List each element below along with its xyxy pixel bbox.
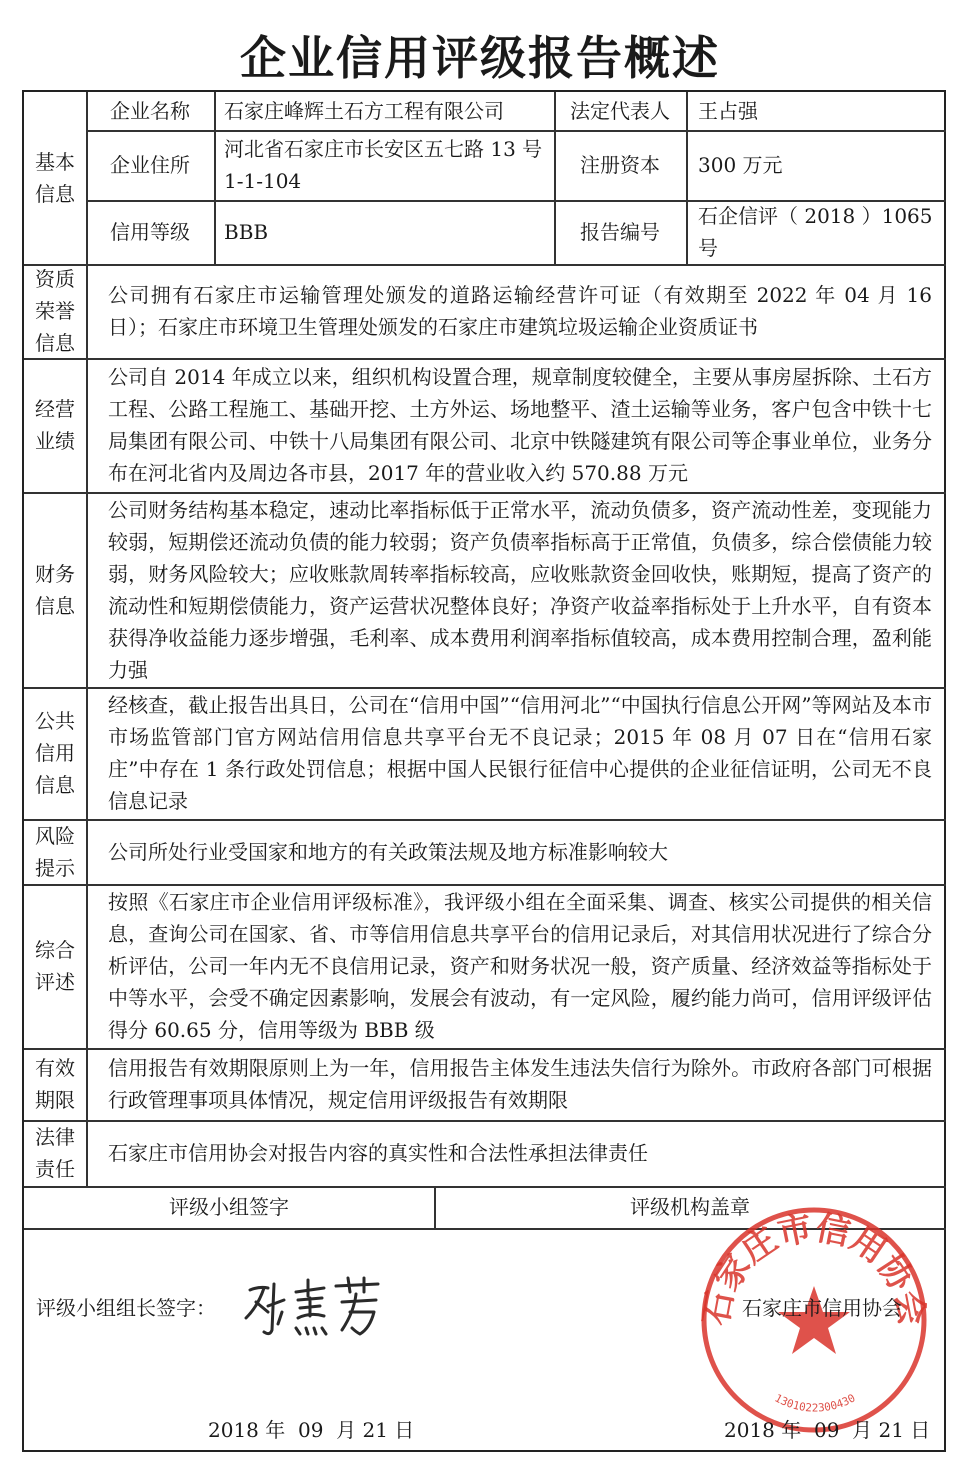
report-table bbox=[22, 90, 946, 1452]
left-date: 2018 年 09 月 21 日 bbox=[208, 1418, 415, 1442]
seal-name: 石家庄市信用协会 bbox=[695, 1208, 933, 1329]
company-name-value: 石家庄峰辉土石方工程有限公司 bbox=[224, 99, 504, 123]
page-title: 企业信用评级报告概述 bbox=[240, 31, 720, 85]
right-date: 2018 年 09 月 21 日 bbox=[724, 1418, 931, 1442]
section-label-summary: 综合 评述 bbox=[35, 938, 75, 994]
section-text-public-credit: 经核查，截止报告出具日，公司在“信用中国”“信用河北”“中国执行信息公开网”等网站及本市市场监管部门官方网站信用信息共享平台无不良记录；2015 年 08 月 07 日在“信用石家庄”中存在 1 条行政处罚信息；根据中国人民银行征信中心提供的企业征信证明，公司无不良信息记录 bbox=[108, 693, 932, 813]
address-label: 企业住所 bbox=[110, 153, 190, 177]
section-text-validity: 信用报告有效期限原则上为一年，信用报告主体发生违法失信行为除外。市政府各部门可根据行政管理事项具体情况，规定信用评级报告有效期限 bbox=[108, 1056, 932, 1112]
section-text-performance: 公司自 2014 年成立以来，组织机构设置合理，规章制度较健全，主要从事房屋拆除、土石方工程、公路工程施工、基础开挖、土方外运、场地整平、渣土运输等业务，客户包含中铁十七局集团有限公司、中铁十八局集团有限公司、北京中铁隧建筑有限公司等企事业单位，业务分布在河北省内及周边各市县，2017 年的营业收入约 570.88 万元 bbox=[108, 365, 932, 485]
section-text-risk: 公司所处行业受国家和地方的有关政策法规及地方标准影响较大 bbox=[108, 839, 668, 864]
section-label-public-credit: 公共 信用 信息 bbox=[35, 709, 75, 797]
section-text-summary: 按照《石家庄市企业信用评级标准》，我评级小组在全面采集、调查、核实公司提供的相关信息，查询公司在国家、省、市等信用信息共享平台的信用记录后，对其信用状况进行了综合分析评估，公司一年内无不良信用记录，资产和财务状况一般，资产质量、经济效益等指标处于中等水平，会受不确定因素影响，发展会有波动，有一定风险，履约能力尚可，信用评级评估得分 60.65 分，信用等级为 BBB 级 bbox=[108, 890, 932, 1042]
section-label-qualification: 资质 荣誉 信息 bbox=[35, 267, 75, 355]
section-label-basic: 基本 信息 bbox=[35, 150, 75, 206]
capital-label: 注册资本 bbox=[580, 153, 660, 177]
leader-signature bbox=[238, 1272, 398, 1352]
leader-sign-label: 评级小组组长签字： bbox=[36, 1296, 216, 1320]
company-name-label: 企业名称 bbox=[110, 99, 190, 123]
org-name: 石家庄市信用协会 bbox=[742, 1296, 902, 1320]
grade-value: BBB bbox=[224, 220, 269, 244]
section-label-validity: 有效 期限 bbox=[35, 1056, 75, 1112]
section-text-finance: 公司财务结构基本稳定，速动比率指标低于正常水平，流动负债多，资产流动性差，变现能力较弱，短期偿还流动负债的能力较弱；资产负债率指标高于正常值，负债多，综合偿债能力较弱，财务风险较大；应收账款周转率指标较高，应收账款资金回收快，账期短，提高了资产的流动性和短期偿债能力，资产运营状况整体良好；净资产收益率指标处于上升水平，自有资本获得净收益能力逐步增强，毛利率、成本费用利润率指标值较高，成本费用控制合理，盈利能力强 bbox=[108, 497, 932, 682]
capital-value: 300 万元 bbox=[698, 153, 783, 177]
report-no-label: 报告编号 bbox=[580, 220, 660, 244]
section-label-risk: 风险 提示 bbox=[35, 823, 75, 880]
report-no-value: 石企信评（ 2018 ）1065 号 bbox=[698, 204, 933, 260]
section-label-legal: 法律 责任 bbox=[35, 1125, 75, 1181]
grade-label: 信用等级 bbox=[110, 220, 190, 244]
sign-header-left: 评级小组签字 bbox=[169, 1195, 289, 1219]
sign-header-right: 评级机构盖章 bbox=[630, 1195, 750, 1219]
section-label-finance: 财务 信息 bbox=[35, 561, 75, 618]
legal-rep-value: 王占强 bbox=[698, 99, 758, 123]
address-value: 河北省石家庄市长安区五七路 13 号 1-1-104 bbox=[224, 137, 543, 193]
section-label-performance: 经营 业绩 bbox=[35, 397, 75, 453]
section-text-qualification: 公司拥有石家庄市运输管理处颁发的道路运输经营许可证（有效期至 2022 年 04 月 16 日）；石家庄市环境卫生管理处颁发的石家庄市建筑垃圾运输企业资质证书 bbox=[108, 283, 932, 339]
section-text-legal: 石家庄市信用协会对报告内容的真实性和合法性承担法律责任 bbox=[108, 1141, 648, 1165]
seal-code: 1301022300430 bbox=[772, 1391, 858, 1415]
legal-rep-label: 法定代表人 bbox=[570, 99, 670, 123]
